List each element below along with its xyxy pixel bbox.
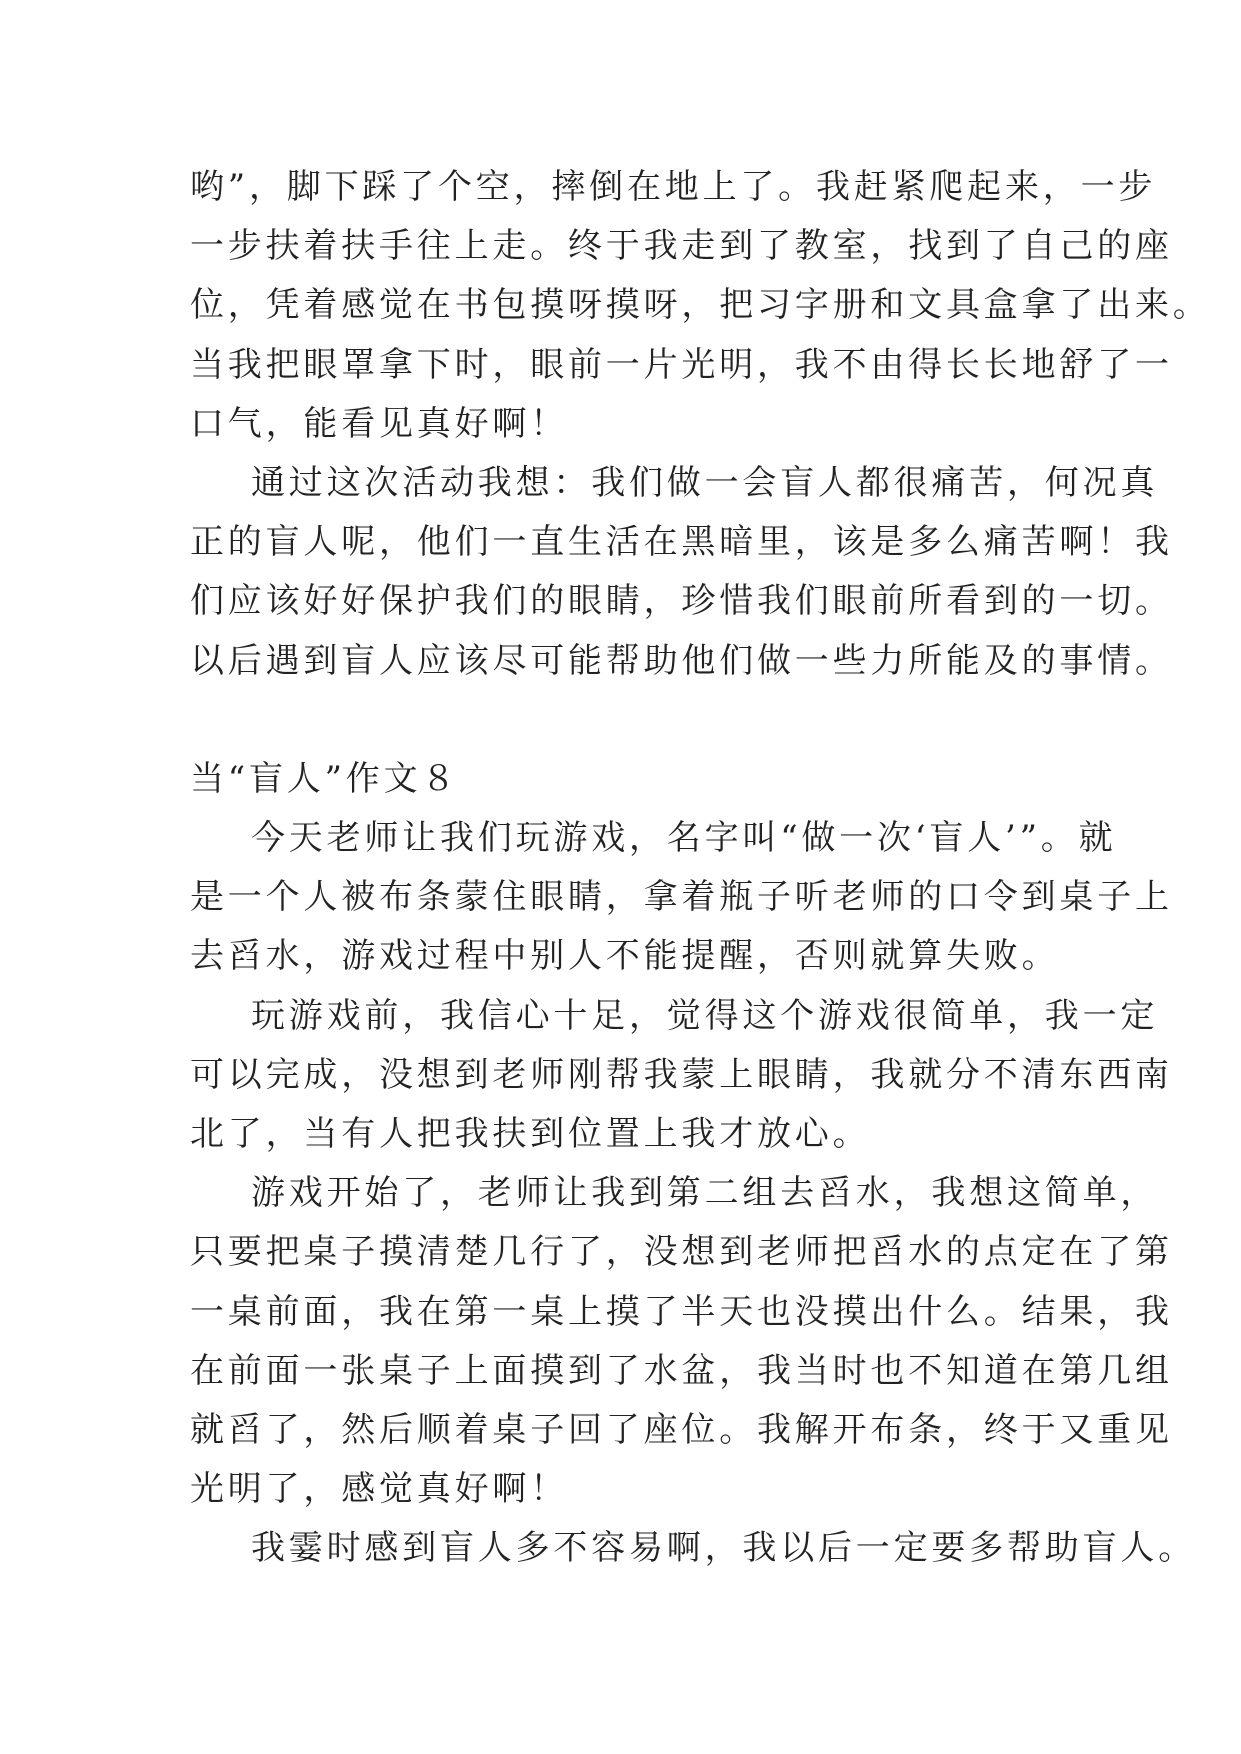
text-line: 位，凭着感觉在书包摸呀摸呀，把习字册和文具盒拿了出来。 (190, 285, 1211, 326)
essay-title: 当“盲人”作文８ (190, 758, 460, 799)
text-line: 我霎时感到盲人多不容易啊，我以后一定要多帮助盲人。 (251, 1528, 1196, 1569)
text-line: 口气，能看见真好啊！ (190, 403, 568, 444)
reflection-paragraph (190, 454, 1173, 691)
essay-paragraph (190, 1519, 1196, 1578)
text-line: 当我把眼罩拿下时，眼前一片光明，我不由得长长地舒了一 (190, 344, 1173, 385)
text-line: 光明了，感觉真好啊！ (190, 1469, 568, 1510)
text-line: 们应该好好保护我们的眼睛，珍惜我们眼前所看到的一切。 (190, 581, 1173, 622)
document-body (190, 158, 1211, 1579)
intro-paragraph (190, 158, 1211, 454)
text-line: 通过这次活动我想：我们做一会盲人都很痛苦，何况真 (251, 463, 1159, 504)
text-line: 就舀了，然后顺着桌子回了座位。我解开布条，终于又重见 (190, 1410, 1173, 1451)
essay-paragraph (190, 1164, 1173, 1519)
text-line: 正的盲人呢，他们一直生活在黑暗里，该是多么痛苦啊！我 (190, 522, 1173, 563)
text-line: 去舀水，游戏过程中别人不能提醒，否则就算失败。 (190, 936, 1060, 977)
text-line: 只要把桌子摸清楚几行了，没想到老师把舀水的点定在了第 (190, 1232, 1173, 1273)
text-line: 一桌前面，我在第一桌上摸了半天也没摸出什么。结果，我 (190, 1291, 1173, 1332)
text-line: 玩游戏前，我信心十足，觉得这个游戏很简单，我一定 (251, 995, 1159, 1036)
text-line: 哟”，脚下踩了个空，摔倒在地上了。我赶紧爬起来，一步 (190, 167, 1157, 207)
section-spacer (190, 691, 1070, 750)
text-line: 今天老师让我们玩游戏，名字叫“做一次‘盲人’”。就 (251, 818, 1117, 859)
text-line: 游戏开始了，老师让我到第二组去舀水，我想这简单， (251, 1173, 1159, 1214)
text-line: 在前面一张桌子上面摸到了水盆，我当时也不知道在第几组 (190, 1350, 1173, 1391)
text-line: 以后遇到盲人应该尽可能帮助他们做一些力所能及的事情。 (190, 640, 1173, 681)
essay-paragraph (190, 987, 1173, 1165)
text-line: 可以完成，没想到老师刚帮我蒙上眼睛，我就分不清东西南 (190, 1054, 1173, 1095)
essay-paragraph (190, 809, 1173, 987)
text-line: 一步扶着扶手往上走。终于我走到了教室，找到了自己的座 (190, 226, 1173, 267)
text-line: 北了，当有人把我扶到位置上我才放心。 (190, 1114, 871, 1155)
text-line: 是一个人被布条蒙住眼睛，拿着瓶子听老师的口令到桌子上 (190, 877, 1173, 918)
